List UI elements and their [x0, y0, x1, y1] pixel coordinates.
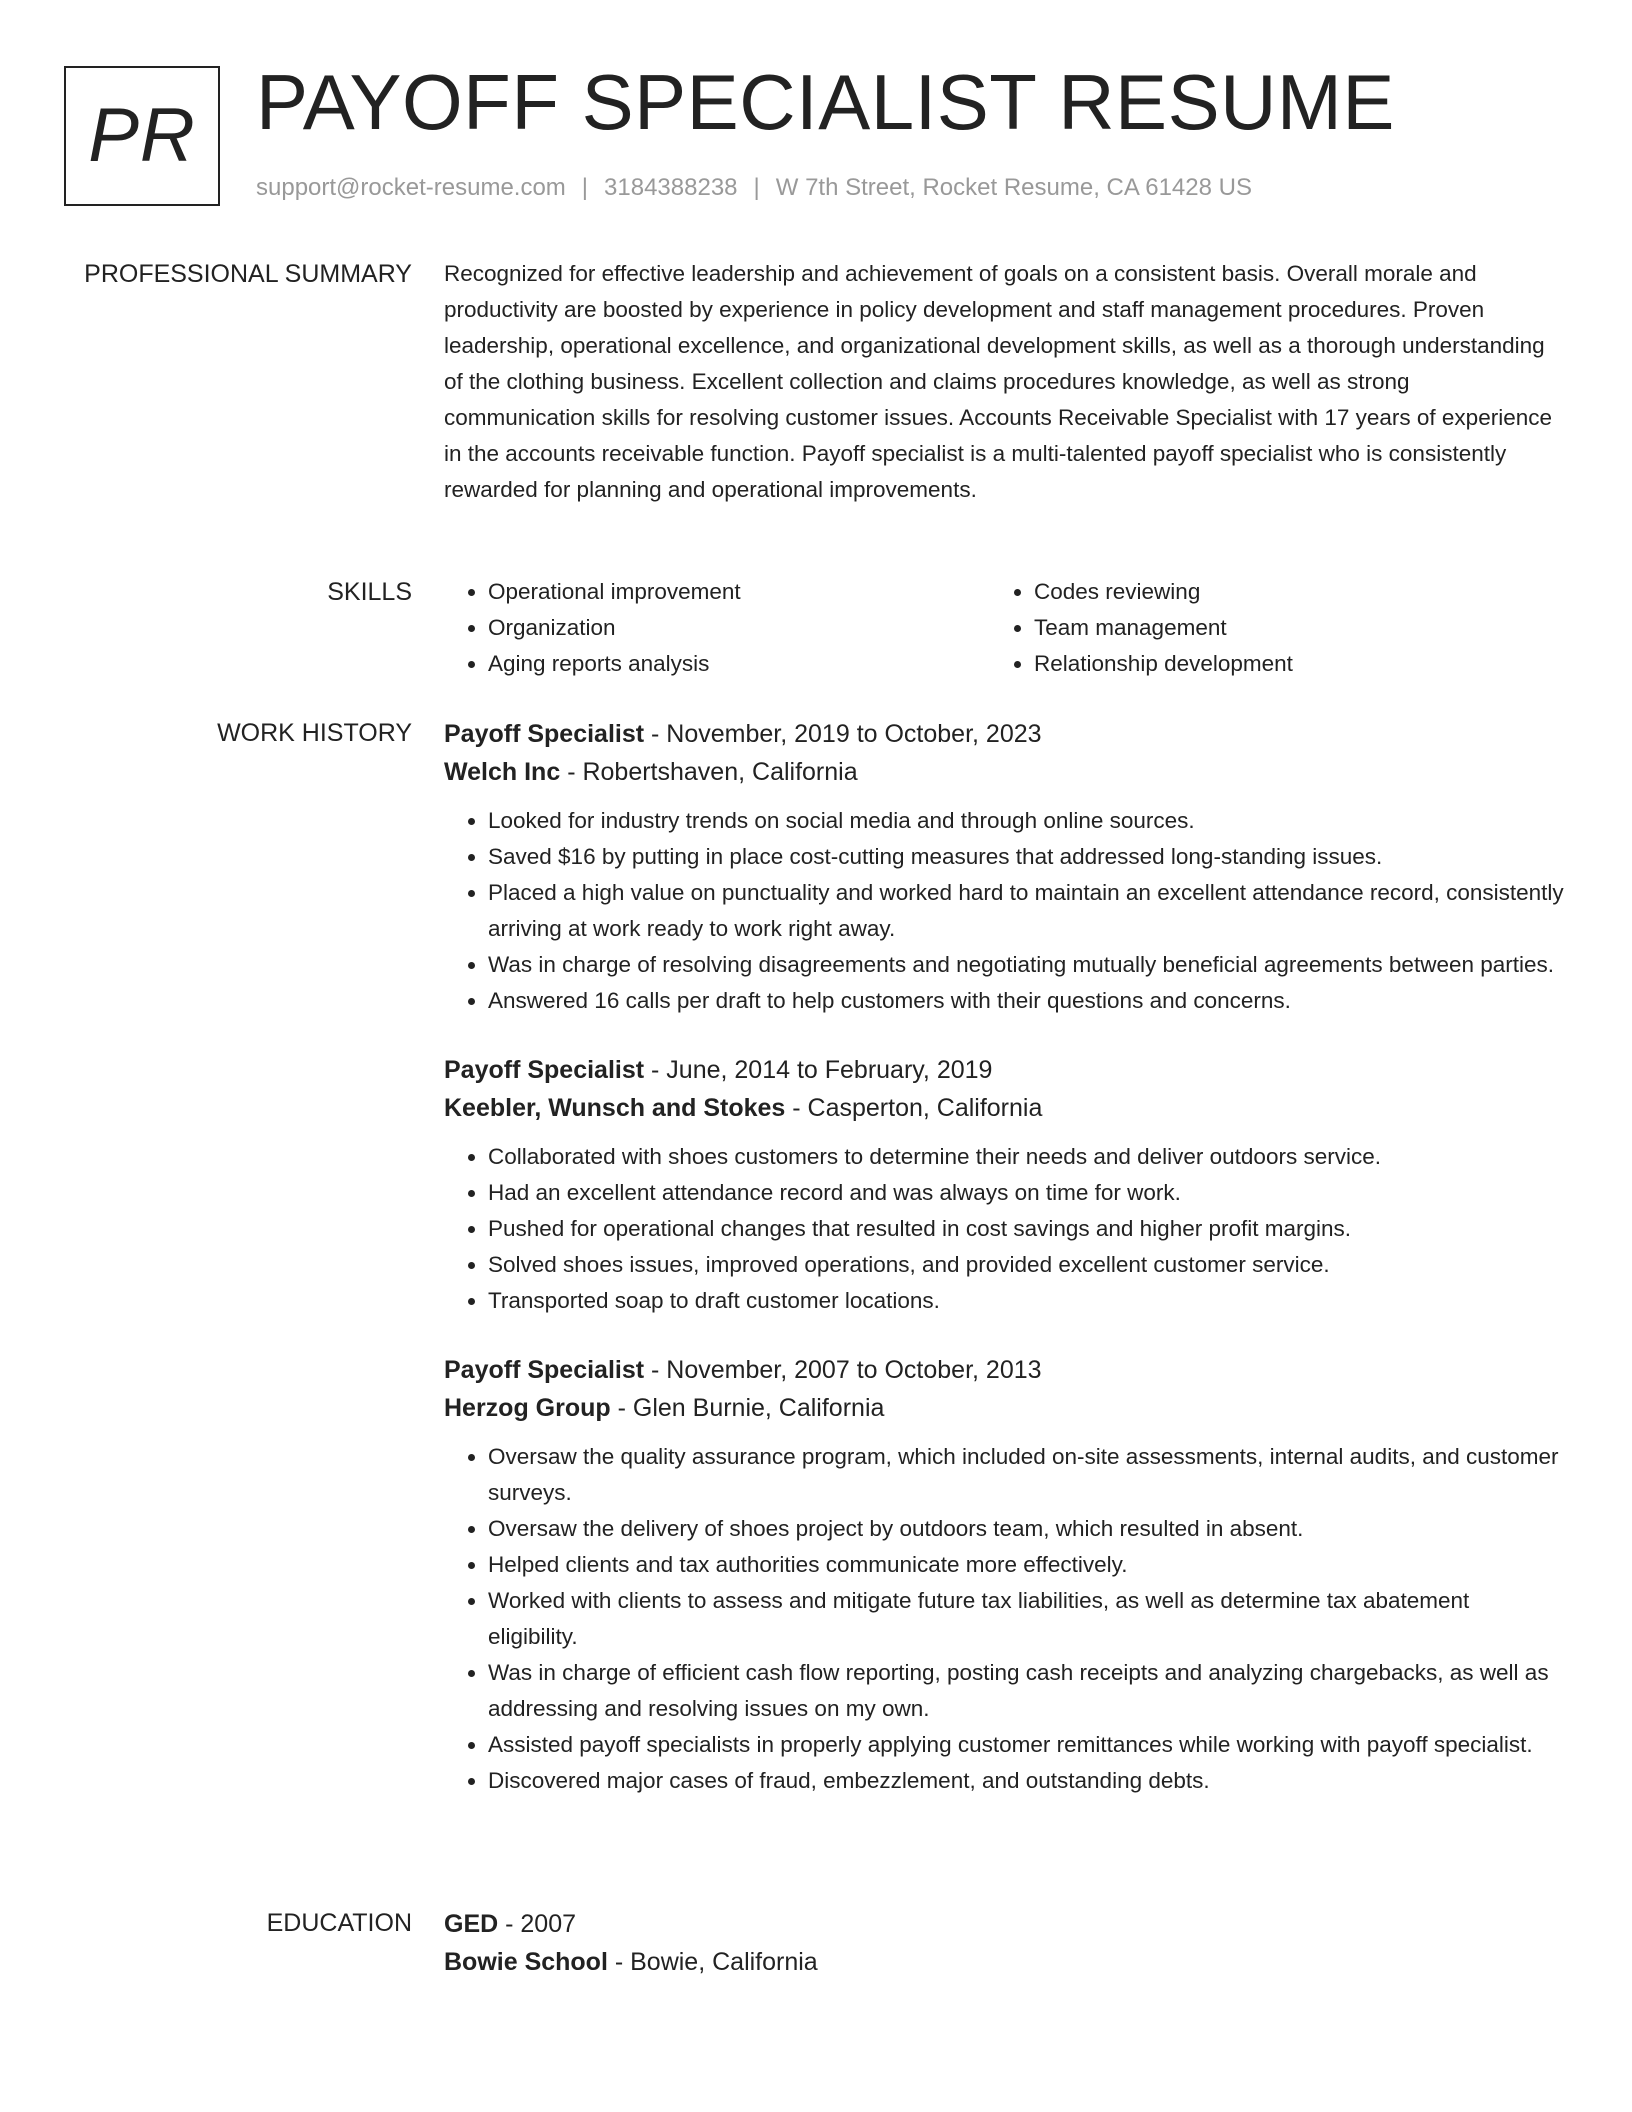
job-bullet: • Transported soap to draft customer locations. — [488, 1283, 1564, 1319]
contact-phone: 3184388238 — [604, 174, 738, 201]
job-bullet: • Pushed for operational changes that resulted in cost savings and higher profit margins. — [488, 1211, 1564, 1247]
job-title: Payoff Specialist — [444, 1056, 645, 1084]
job-company-line — [444, 1089, 1564, 1127]
skill-item: • Operational improvement — [488, 574, 990, 610]
job-bullet: • Helped clients and tax authorities communicate more effectively. — [488, 1547, 1564, 1583]
job-bullet: • Assisted payoff specialists in properly applying customer remittances while working with payoff specialist. — [488, 1727, 1564, 1763]
job-bullet: • Saved $16 by putting in place cost-cutting measures that addressed long-standing issues. — [488, 839, 1564, 875]
skill-item: • Codes reviewing — [1034, 574, 1536, 610]
education-location: - Bowie, California — [607, 1948, 818, 1976]
summary-heading: PROFESSIONAL SUMMARY — [84, 260, 412, 288]
job-dates: - November, 2007 to October, 2013 — [644, 1356, 1042, 1384]
work-history-heading: WORK HISTORY — [217, 719, 412, 747]
summary-body — [444, 256, 1564, 508]
job-title-line — [444, 1051, 1564, 1089]
job-bullet: • Placed a high value on punctuality and worked hard to maintain an excellent attendance record, consistently arriving at work ready to work right away. — [488, 875, 1564, 947]
work-history-body — [444, 715, 1564, 1831]
job-dates: - June, 2014 to February, 2019 — [644, 1056, 993, 1084]
initials-text: PR — [88, 93, 196, 178]
job-location: - Glen Burnie, California — [610, 1394, 885, 1422]
education-body — [444, 1905, 1564, 1981]
skills-grid — [444, 574, 1564, 682]
job-title: Payoff Specialist — [444, 720, 645, 748]
job-bullets — [444, 1139, 1564, 1319]
initials-monogram — [64, 66, 220, 206]
contact-separator: | — [581, 174, 589, 201]
job-bullet: • Was in charge of efficient cash flow reporting, posting cash receipts and analyzing chargebacks, as well as addressing and resolving issues on my own. — [488, 1655, 1564, 1727]
job-location: - Robertshaven, California — [560, 758, 858, 786]
job-bullet: • Solved shoes issues, improved operations, and provided excellent customer service. — [488, 1247, 1564, 1283]
job-location: - Casperton, California — [785, 1094, 1043, 1122]
job-bullet: • Collaborated with shoes customers to determine their needs and deliver outdoors service. — [488, 1139, 1564, 1175]
job-bullet: • Oversaw the quality assurance program, which included on-site assessments, internal audits, and customer surveys. — [488, 1439, 1564, 1511]
job-company-line — [444, 753, 1564, 791]
resume-title: PAYOFF SPECIALIST RESUME — [256, 58, 1395, 146]
job-company: Welch Inc — [444, 758, 561, 786]
job-title-line — [444, 715, 1564, 753]
skill-item: • Relationship development — [1034, 646, 1536, 682]
job-title-line — [444, 1351, 1564, 1389]
skill-item: • Team management — [1034, 610, 1536, 646]
job-bullet: • Looked for industry trends on social media and through online sources. — [488, 803, 1564, 839]
education-degree: GED — [444, 1910, 499, 1938]
education-year: - 2007 — [498, 1910, 577, 1938]
contact-line — [256, 174, 1252, 202]
job-entry — [444, 1051, 1564, 1319]
contact-email: support@rocket-resume.com — [256, 174, 566, 201]
skills-list-left — [444, 574, 990, 682]
job-bullet: • Had an excellent attendance record and was always on time for work. — [488, 1175, 1564, 1211]
job-bullets — [444, 803, 1564, 1019]
job-title: Payoff Specialist — [444, 1356, 645, 1384]
job-bullet: • Worked with clients to assess and mitigate future tax liabilities, as well as determine tax abatement eligibility. — [488, 1583, 1564, 1655]
job-bullet: • Oversaw the delivery of shoes project by outdoors team, which resulted in absent. — [488, 1511, 1564, 1547]
skill-item: • Aging reports analysis — [488, 646, 990, 682]
contact-separator: | — [753, 174, 760, 201]
skills-heading: SKILLS — [327, 578, 412, 606]
job-company: Keebler, Wunsch and Stokes — [444, 1094, 786, 1122]
job-company: Herzog Group — [444, 1394, 611, 1422]
education-heading: EDUCATION — [266, 1909, 412, 1937]
education-school: Bowie School — [444, 1948, 608, 1976]
job-bullets — [444, 1439, 1564, 1799]
skills-list-right — [990, 574, 1536, 682]
education-school-line — [444, 1943, 1564, 1981]
skills-body — [444, 574, 1564, 682]
education-degree-line — [444, 1905, 1564, 1943]
job-entry — [444, 715, 1564, 1019]
job-bullet: • Discovered major cases of fraud, embezzlement, and outstanding debts. — [488, 1763, 1564, 1799]
job-bullet: • Answered 16 calls per draft to help customers with their questions and concerns. — [488, 983, 1564, 1019]
job-dates: - November, 2019 to October, 2023 — [644, 720, 1042, 748]
job-company-line — [444, 1389, 1564, 1427]
job-entry — [444, 1351, 1564, 1799]
skill-item: • Organization — [488, 610, 990, 646]
summary-text: Recognized for effective leadership and achievement of goals on a consistent basis. Overall morale and productivity are boosted by experience in policy development and staff management procedures. Proven leadership, operational excellence, and organizational development skills, as well as a thorough understanding of the clothing business. Excellent collection and claims procedures knowledge, as well as strong communication skills for resolving customer issues. Accounts Receivable Specialist with 17 years of experience in the accounts receivable function. Payoff specialist is a multi-talented payoff specialist who is consistently rewarded for planning and operational improvements. — [444, 261, 1552, 502]
contact-address: W 7th Street, Rocket Resume, CA 61428 US — [775, 174, 1252, 201]
job-bullet: • Was in charge of resolving disagreements and negotiating mutually beneficial agreements between parties. — [488, 947, 1564, 983]
